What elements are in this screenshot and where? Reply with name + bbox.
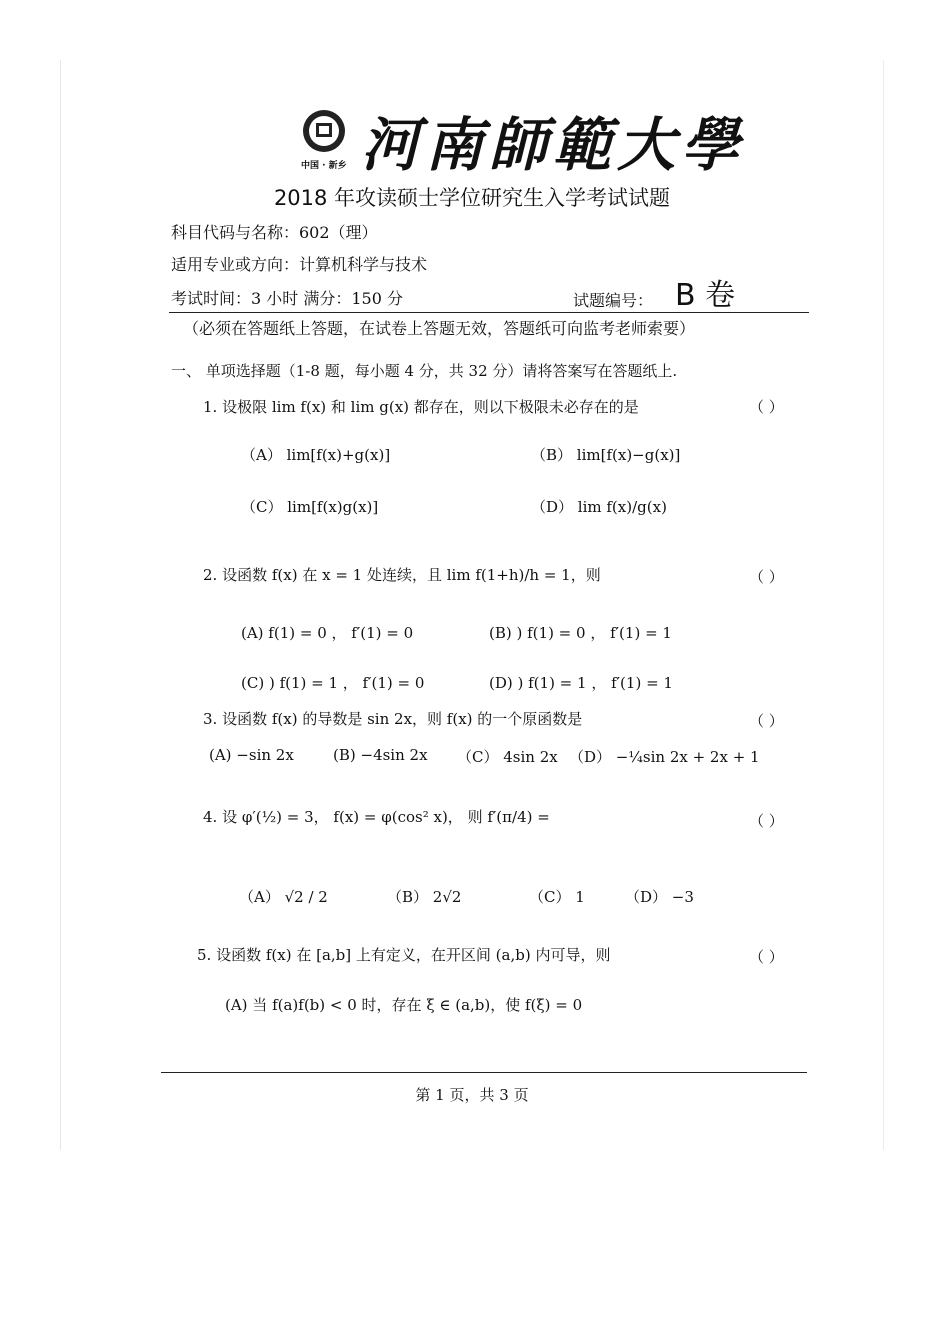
seal-caption: 中国 · 新乡: [301, 161, 347, 171]
question-4-option-a: （A） √2 / 2: [239, 888, 328, 906]
question-5-option-a: (A) 当 f(a)f(b) < 0 时，存在 ξ ∈ (a,b)，使 f(ξ) = 0: [225, 996, 583, 1014]
question-4-answer: （ ）: [749, 812, 784, 830]
question-2-option-b: (B) ) f(1) = 0 ， f′(1) = 1: [489, 624, 672, 642]
question-1-stem: 1. 设极限 lim f(x) 和 lim g(x) 都存在，则以下极限未必存在的是: [203, 398, 639, 416]
paper-no-label: 试题编号：: [573, 291, 654, 310]
question-5-stem: 5. 设函数 f(x) 在 [a,b] 上有定义，在开区间 (a,b) 内可导，则: [197, 946, 611, 964]
seal-icon: [301, 108, 347, 154]
question-5-answer: （ ）: [749, 948, 784, 966]
question-1-option-d: （D） lim f(x)/g(x): [531, 498, 667, 516]
question-1-answer: （ ）: [749, 398, 784, 416]
exam-sheet: [60, 60, 884, 1150]
paper-volume: B 卷: [675, 278, 736, 313]
question-2-option-c: (C) ) f(1) = 1 ， f′(1) = 0: [241, 674, 425, 692]
page-number: 第 1 页，共 3 页: [415, 1086, 529, 1104]
question-4-option-d: （D） −3: [625, 888, 694, 906]
question-2-option-a: (A) f(1) = 0 ， f′(1) = 0: [241, 624, 414, 642]
question-3-answer: （ ）: [749, 712, 784, 730]
question-3-stem: 3. 设函数 f(x) 的导数是 sin 2x，则 f(x) 的一个原函数是: [203, 710, 583, 728]
question-2-answer: （ ）: [749, 568, 784, 586]
exam-title: 2018 年攻读硕士学位研究生入学考试试题: [273, 186, 671, 210]
question-4-option-c: （C） 1: [529, 888, 585, 906]
question-3-option-b: (B) −4sin 2x: [333, 746, 428, 764]
question-1-option-a: （A） lim[f(x)+g(x)]: [241, 446, 391, 464]
university-logo: [301, 100, 761, 180]
question-1-option-c: （C） lim[f(x)g(x)]: [241, 498, 379, 516]
question-3-option-c: （C） 4sin 2x: [457, 748, 558, 766]
question-3-option-d: （D） −¼sin 2x + 2x + 1: [569, 748, 760, 766]
major-line: 适用专业或方向：计算机科学与技术: [171, 255, 428, 274]
subject-line: 科目代码与名称：602（理）: [171, 223, 378, 242]
question-4-option-b: （B） 2√2: [387, 888, 462, 906]
question-2-stem: 2. 设函数 f(x) 在 x = 1 处连续，且 lim f(1+h)/h = 1，则: [203, 566, 601, 584]
question-3-option-a: (A) −sin 2x: [209, 746, 294, 764]
section-heading: 一、 单项选择题（1-8 题，每小题 4 分，共 32 分）请将答案写在答题纸上.: [171, 362, 678, 380]
time-score-line: 考试时间：3 小时 满分：150 分: [171, 289, 403, 308]
university-name: 河南師範大學: [361, 111, 746, 179]
header-rule: [169, 312, 809, 313]
notice: （必须在答题纸上答题，在试卷上答题无效，答题纸可向监考老师索要）: [183, 319, 696, 338]
footer-rule: [161, 1072, 807, 1073]
question-4-stem: 4. 设 φ′(½) = 3， f(x) = φ(cos² x)， 则 f′(π/4) =: [203, 808, 550, 826]
question-1-option-b: （B） lim[f(x)−g(x)]: [531, 446, 681, 464]
question-2-option-d: (D) ) f(1) = 1 ， f′(1) = 1: [489, 674, 673, 692]
